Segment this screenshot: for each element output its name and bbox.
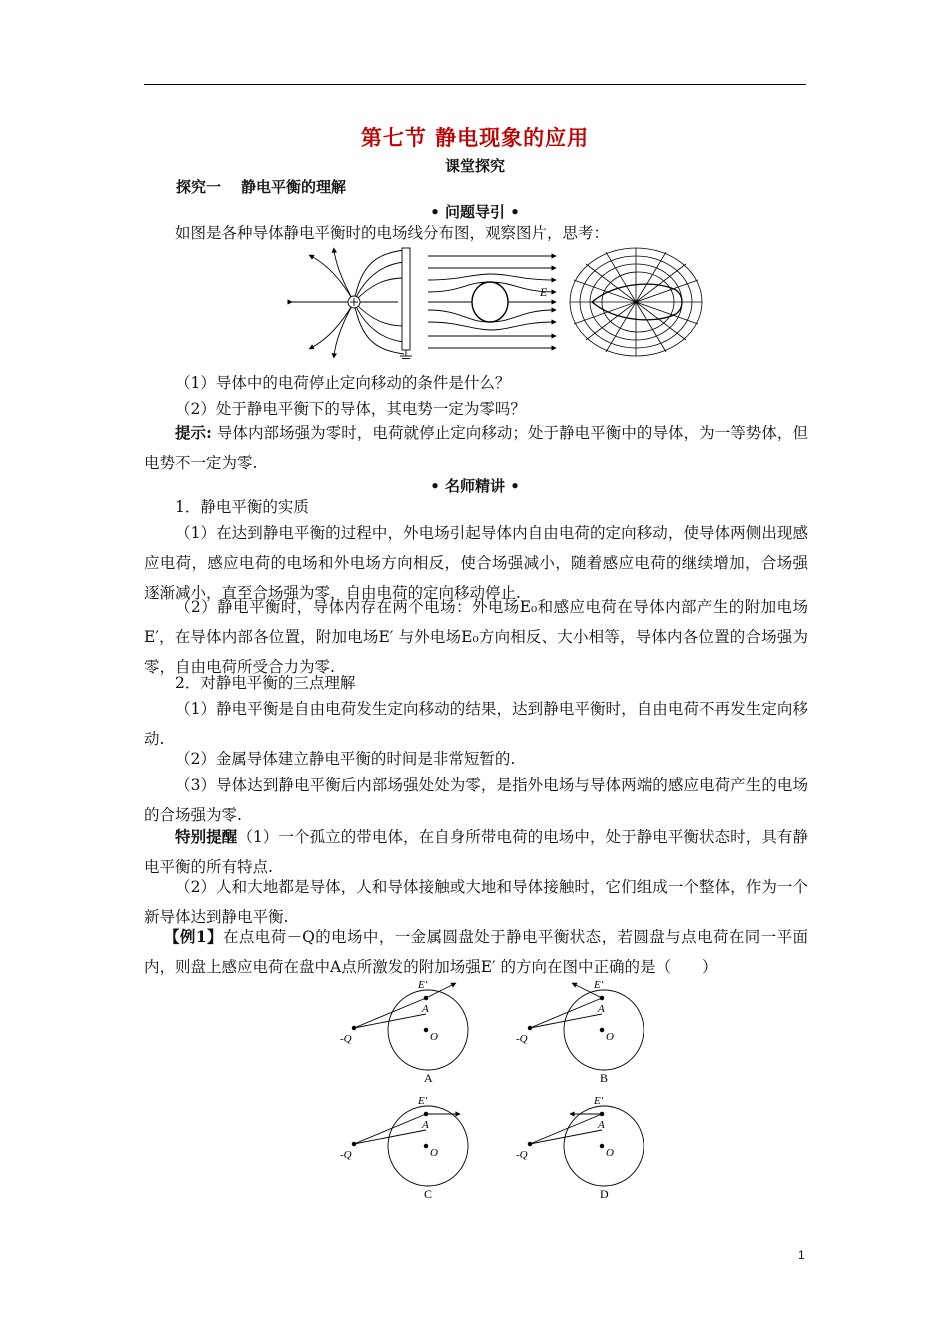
option-a-center-label: O (430, 1031, 438, 1043)
option-d-field-label: E′ (594, 1095, 604, 1107)
option-c-label: C (424, 1187, 433, 1201)
option-d-label: D (600, 1187, 609, 1201)
page-number: 1 (798, 1248, 805, 1262)
sphere-in-field-diagram (428, 256, 554, 348)
field-e-label: E (540, 285, 548, 299)
option-b-field-label: E′ (594, 979, 604, 991)
special-note-paragraph-2: （2）人和大地都是导体，人和导体接触或大地和导体接触时，它们组成一个整体，作为一个新导体达到静电平衡. (144, 878, 808, 926)
option-b-point-label: A (598, 1003, 605, 1015)
option-c-field-label: E′ (418, 1095, 428, 1107)
point-1-title: 1．静电平衡的实质 (175, 498, 309, 516)
option-d-charge-label: -Q (516, 1149, 528, 1161)
charge-plate-diagram (290, 248, 412, 359)
pointed-conductor-diagram (570, 248, 702, 356)
special-note-label: 特别提醒 (175, 827, 238, 846)
option-c-diagram (352, 1106, 468, 1186)
hint-paragraph (144, 418, 808, 478)
page-subtitle: 课堂探究 (444, 157, 505, 175)
header-rule (144, 84, 806, 85)
hint-label: 提示: (175, 423, 212, 442)
teacher-explanation-heading: • 名师精讲 • (430, 477, 520, 495)
option-c-charge-label: -Q (340, 1149, 352, 1161)
option-b-label: B (600, 1071, 609, 1085)
question-2: （2）处于静电平衡下的导体，其电势一定为零吗？ (175, 400, 526, 418)
hint-text: 导体内部场强为零时，电荷就停止定向移动；处于静电平衡中的导体，为一等势体，但电势不一定为零. (144, 424, 808, 472)
question-guide-heading: • 问题导引 • (430, 203, 520, 221)
example-paragraph (144, 922, 808, 982)
example-label: 【例1】 (164, 927, 223, 946)
section-label: 探究一 (176, 178, 222, 196)
option-a-diagram (352, 984, 468, 1070)
option-a-label: A (424, 1071, 433, 1085)
point-2-paragraph-2: （2）金属导体建立静电平衡的时间是非常短暂的. (175, 750, 516, 768)
intro-text: 如图是各种导体静电平衡时的电场线分布图，观察图片，思考： (175, 224, 610, 242)
example-text: 在点电荷－Q的电场中，一金属圆盘处于静电平衡状态，若圆盘与点电荷在同一平面内，则盘上感应电荷在盘中A点所激发的附加场强E′ 的方向在图中正确的是（ ） (144, 928, 808, 976)
section-name: 静电平衡的理解 (241, 178, 347, 196)
options-figure (334, 974, 644, 1206)
page-title: 第七节 静电现象的应用 (360, 125, 590, 150)
question-1: （1）导体中的电荷停止定向移动的条件是什么？ (175, 374, 511, 392)
field-lines-figure (286, 244, 706, 362)
option-b-charge-label: -Q (516, 1033, 528, 1045)
point-1-paragraph-1: （1）在达到静电平衡的过程中，外电场引起导体内自由电荷的定向移动，使导体两侧出现感应电荷，感应电荷的电场和外电场方向相反，使合场强减小，随着感应电荷的继续增加，合场强逐渐减小，直至合场强为零，自由电荷的定向移动停止. (144, 524, 808, 602)
point-2-title: 2．对静电平衡的三点理解 (175, 674, 356, 692)
point-1-paragraph-2: （2）静电平衡时，导体内存在两个电场：外电场E₀和感应电荷在导体内部产生的附加电场E′，在导体内部各位置，附加电场E′ 与外电场E₀方向相反、大小相等，导体内各位置的合场强为零，自由电荷所受合力为零. (144, 598, 808, 676)
special-note-text-1: （1）一个孤立的带电体，在自身所带电荷的电场中，处于静电平衡状态时，具有静电平衡的所有特点. (144, 828, 808, 876)
point-2-paragraph-1: （1）静电平衡是自由电荷发生定向移动的结果，达到静电平衡时，自由电荷不再发生定向移动. (144, 700, 808, 748)
option-a-charge-label: -Q (340, 1033, 352, 1045)
section-heading (176, 176, 346, 197)
point-2-paragraph-3: （3）导体达到静电平衡后内部场强处处为零，是指外电场与导体两端的感应电荷产生的电场的合场强为零. (144, 776, 808, 824)
option-c-point-label: A (422, 1119, 429, 1131)
option-c-center-label: O (430, 1147, 438, 1159)
option-d-diagram (528, 1106, 644, 1186)
option-a-point-label: A (422, 1003, 429, 1015)
option-d-point-label: A (598, 1119, 605, 1131)
option-b-diagram (528, 984, 644, 1070)
option-d-center-label: O (606, 1147, 614, 1159)
option-b-center-label: O (606, 1031, 614, 1043)
option-a-field-label: E′ (418, 979, 428, 991)
